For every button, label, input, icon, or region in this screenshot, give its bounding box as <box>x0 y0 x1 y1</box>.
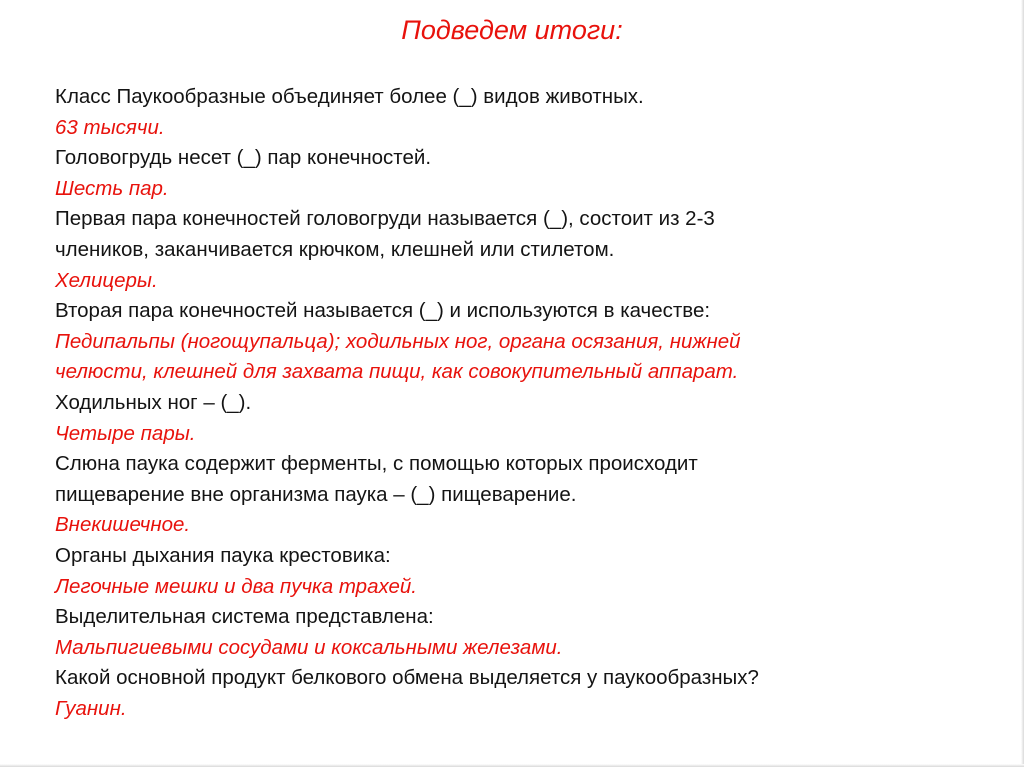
question-line: Головогрудь несет (_) пар конечностей. <box>55 146 432 170</box>
question-line: Первая пара конечностей головогруди называется (_), состоит из 2-3 <box>55 207 715 231</box>
answer-line: Хелицеры. <box>55 268 158 292</box>
question-line: Выделительная система представлена: <box>55 605 434 629</box>
question-line: Ходильных ног – (_). <box>55 390 252 414</box>
answer-line: Педипальпы (ногощупальца); ходильных ног, органа осязания, нижней <box>55 329 741 353</box>
answer-line: Легочные мешки и два пучка трахей. <box>55 574 417 598</box>
answer-line: Четыре пары. <box>55 421 196 445</box>
answer-line: 63 тысячи. <box>55 115 165 139</box>
question-line: Класс Паукообразные объединяет более (_) видов животных. <box>55 85 644 108</box>
question-line: Слюна паука содержит ферменты, с помощью которых происходит <box>55 452 698 476</box>
slide-title: Подведем итоги: <box>401 15 623 45</box>
answer-line: Гуанин. <box>55 696 127 720</box>
answer-line: Мальпигиевыми сосудами и коксальными железами. <box>55 635 563 659</box>
answer-line: Внекишечное. <box>55 513 191 537</box>
question-line: Органы дыхания паука крестовика: <box>55 543 391 567</box>
question-line: пищеварение вне организма паука – (_) пищеварение. <box>55 482 577 506</box>
question-line: Вторая пара конечностей называется (_) и используются в качестве: <box>55 299 711 323</box>
question-line: Какой основной продукт белкового обмена выделяется у паукообразных? <box>55 666 759 690</box>
answer-line: Шесть пар. <box>55 176 169 200</box>
answer-line: челюсти, клешней для захвата пищи, как совокупительный аппарат. <box>55 360 739 384</box>
summary-text <box>55 82 985 724</box>
question-line: члеников, заканчивается крючком, клешней или стилетом. <box>55 237 615 261</box>
